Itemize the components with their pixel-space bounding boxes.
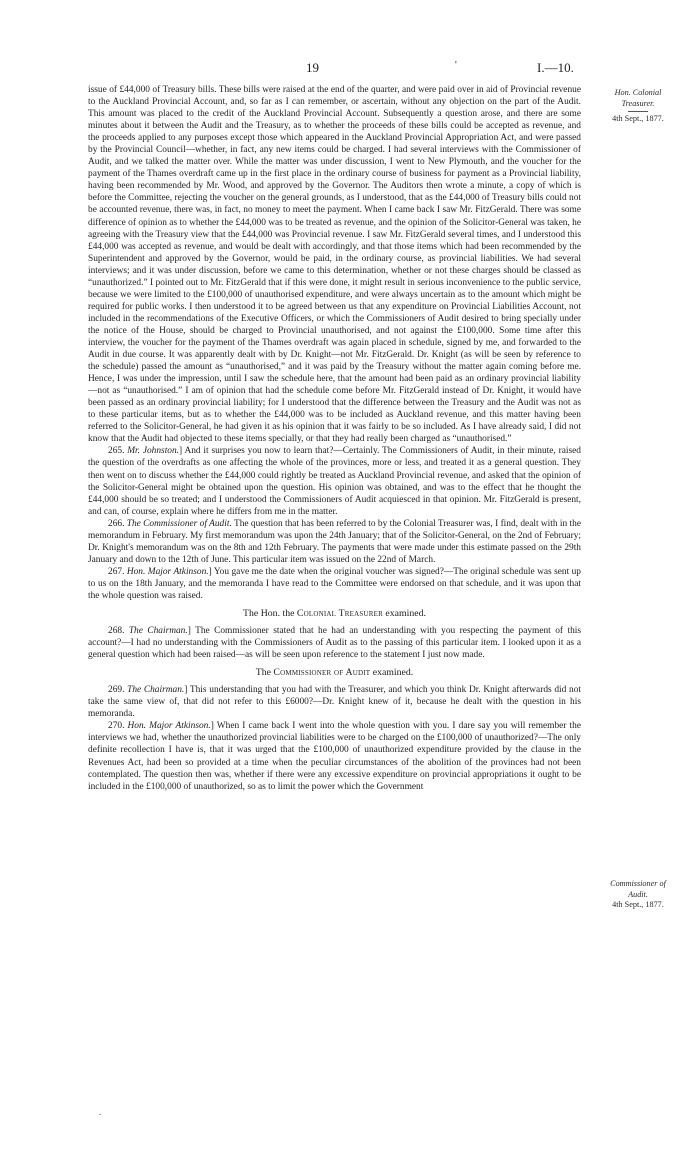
question-text: ] This understanding that you had with the Treasurer, and which you think Dr. Knight afterwards did not take the same view of, that did not refer to this £6000?—Dr. Knight knew of it, because he dealt with the question in his memoranda.	[88, 685, 582, 720]
question-number: 268.	[108, 626, 125, 637]
paragraph-continued-answer: issue of £44,000 of Treasury bills. These bills were raised at the end of the quarter, and were paid over in aid of Provincial revenue to the Auckland Provincial Account, and, so far as I can remember, or ascertain, without any objection on the part of the Audit. This amount was placed to the credit of the Auckland Provincial Account. Subsequently a question arose, and there are some minutes about it between the Audit and the Treasury, as to whether the proceeds of these bills could be accepted as revenue, and the proceeds applied to any purposes except those which appeared in the Auckland Provincial Appropriation Act, and were passed by the Provincial Council—whether, in fact, any new items could be charged. I had several interviews with the Commissioner of Audit, and we talked the matter over. While the matter was under discussion, I went to New Plymouth, and the voucher for the payment of the Thames overdraft came up in the first place in the ordinary course of business for payment as a Provincial liability, having been recommended by Mr. Wood, and approved by the Governor. The Auditors then wrote a minute, a copy of which is before the Committee, rejecting the voucher on the general grounds, as I understood, that as the £44,000 of Treasury bills could not be accounted revenue, there was, in fact, no money to meet the payment. When I came back I saw Mr. FitzGerald. There was some difference of opinion as to whether the £44,000 was to be treated as revenue, and the opinion of the Solicitor-General was taken, he agreeing with the Treasury view that the £44,000 was Provincial revenue. I saw Mr. FitzGerald several times, and I understood this £44,000 was accepted as revenue, and would be dealt with accordingly, and that those items which had been recommended by the Superintendent and approved by the Governor, would be paid, in the ordinary course, as provincial liabilities. We had several interviews; and it was under discussion, before we came to this determination, whether or not these charges should be classed as “unauthorized.” I pointed out to Mr. FitzGerald that if this were done, it might result in serious inconvenience to the public service, because we were limited to the £100,000 of unauthorised expenditure, and were always uncertain as to the amount which might be required for public works. I then understood it to be agreed between us that any expenditure on Provincial Liabilities Account, not included in the recommendations of the Executive Officers, or which the Commissioners of Audit desired to bring specially under the notice of the House, should be charged to Provincial unauthorised, and not against the £100,000. Some time after this interview, the voucher for the payment of the Thames overdraft was again placed in schedule, signed by me, and forwarded to the Audit in due course. It was apparently dealt with by Dr. Knight—not Mr. FitzGerald. Dr. Knight (as will be seen by reference to the schedule) passed the amount as “unauthorised,” and it was paid by the Treasury without the matter again coming before me. Hence, I was under the impression, until I saw the schedule here, that the amount had been paid as an ordinary provincial liability—not as “unauthorised.” I am of opinion that had the schedule come before Mr. FitzGerald instead of Dr. Knight, it would have been passed as an ordinary provincial liability; for I understood that the difference between the Treasury and the Audit was not as to these particular items, but as to whether the £44,000 was to be included as Auckland revenue, and this matter having been referred to the Solicitor-General, he had given it as his opinion that it was fairly to be so included. As I have already said, I did not know that the Audit had objected to these items specially, or that they had really been charged as “unauthorised.”	[88, 85, 581, 445]
question-270	[88, 720, 581, 792]
document-reference: I.—10.	[537, 60, 574, 75]
question-number: 267.	[108, 566, 125, 577]
speaker-name: Hon. Major Atkinson.	[127, 721, 211, 732]
question-text: ] You gave me the date when the original voucher was signed?—The original schedule was sent up to us on the 18th January, and the memoranda I have read to the Committee were endorsed on that schedule, and it was upon that the whole question was raised.	[88, 566, 581, 601]
sidenote-rule	[628, 111, 648, 112]
speaker-name: The Chairman.	[127, 685, 185, 696]
section-heading-colonial-treasurer: The Hon. the Colonial Treasurer examined.	[243, 608, 426, 620]
speaker-name: The Commissioner of Audit.	[126, 518, 232, 529]
question-265	[88, 445, 581, 517]
header-mark: '	[455, 60, 457, 71]
footer-mark: .	[99, 1107, 102, 1117]
question-267	[88, 566, 581, 602]
sidenote-line1: Commissioner of	[610, 879, 666, 888]
sidenote-commissioner-of-audit	[588, 879, 688, 911]
question-269	[88, 684, 581, 720]
question-text: The question that has been referred to by the Colonial Treasurer was, I find, dealt with in the memorandum in February. My first memorandum was upon the 24th January; that of the Solicitor-General, on the 2nd of February; Dr. Knight's memorandum was on the 8th and 12th February. The payments that were made under this estimate passed on the 29th January and down to the 12th of June. This particular item was issued on the 22nd of March.	[88, 518, 582, 565]
page-header	[0, 60, 700, 80]
sidenote-date: 4th Sept., 1877.	[612, 114, 664, 123]
section-heading-commissioner-of-audit: The Commissioner of Audit examined.	[255, 667, 414, 679]
question-number: 270.	[108, 721, 125, 732]
speaker-name: Mr. Johnston.	[127, 446, 180, 457]
question-text: ] And it surprises you now to learn that?—Certainly. The Commissioners of Audit, in their minute, raised the question of the overdrafts as one affecting the whole of the provinces, more or less, and treated it as a general question. They then went on to discuss whether the £44,000 could rightly be treated as Auckland Provincial revenue, and asked that the opinion of the Solicitor-General might be obtained upon the question. His opinion was obtained, and was to the effect that he thought the £44,000 should be so treated; and I understood the Commissioners of Audit acquiesced in that opinion. Mr. FitzGerald is present, and can, of course, explain where he differs from me in the matter.	[88, 446, 581, 517]
question-number: 265.	[108, 446, 125, 457]
question-text: ] The Commissioner stated that he had an understanding with you respecting the payment of this account?—I had no understanding with the Commissioners of Audit as to the passing of this particular item. I looked upon it as a general question which had been raised—as will be seen upon reference to the statement I just now made.	[88, 626, 582, 661]
document-body	[88, 84, 581, 793]
sidenote-line2: Audit.	[628, 889, 648, 899]
sidenote-line2: Treasurer.	[621, 98, 655, 108]
sidenote-date: 4th Sept., 1877.	[612, 900, 664, 909]
question-266	[88, 518, 581, 566]
question-text: ] When I came back I went into the whole question with you. I dare say you will remember the interviews we had, whether the unauthorized provincial liabilities were to be charged on the £100,000 of unauthorized?—The only definite recollection I have is, that it was urged that the £100,000 of unauthorized expenditure provided by the clause in the Revenues Act, had been so provided at a time when the peculiar circumstances of the abolition of the provinces had not been contemplated. The question then was, whether if there were any excessive expenditure on provincial appropriations it ought to be included in the £100,000 of unauthorized, so as to limit the power which the Government	[88, 721, 581, 792]
sidenote-colonial-treasurer	[588, 88, 688, 125]
speaker-name: The Chairman.	[128, 626, 188, 637]
page-number: 19	[306, 60, 319, 75]
question-number: 266.	[108, 518, 125, 529]
question-number: 269.	[108, 685, 125, 696]
sidenote-line1: Hon. Colonial	[614, 88, 662, 97]
question-268	[88, 625, 581, 661]
speaker-name: Hon. Major Atkinson.	[126, 566, 209, 577]
